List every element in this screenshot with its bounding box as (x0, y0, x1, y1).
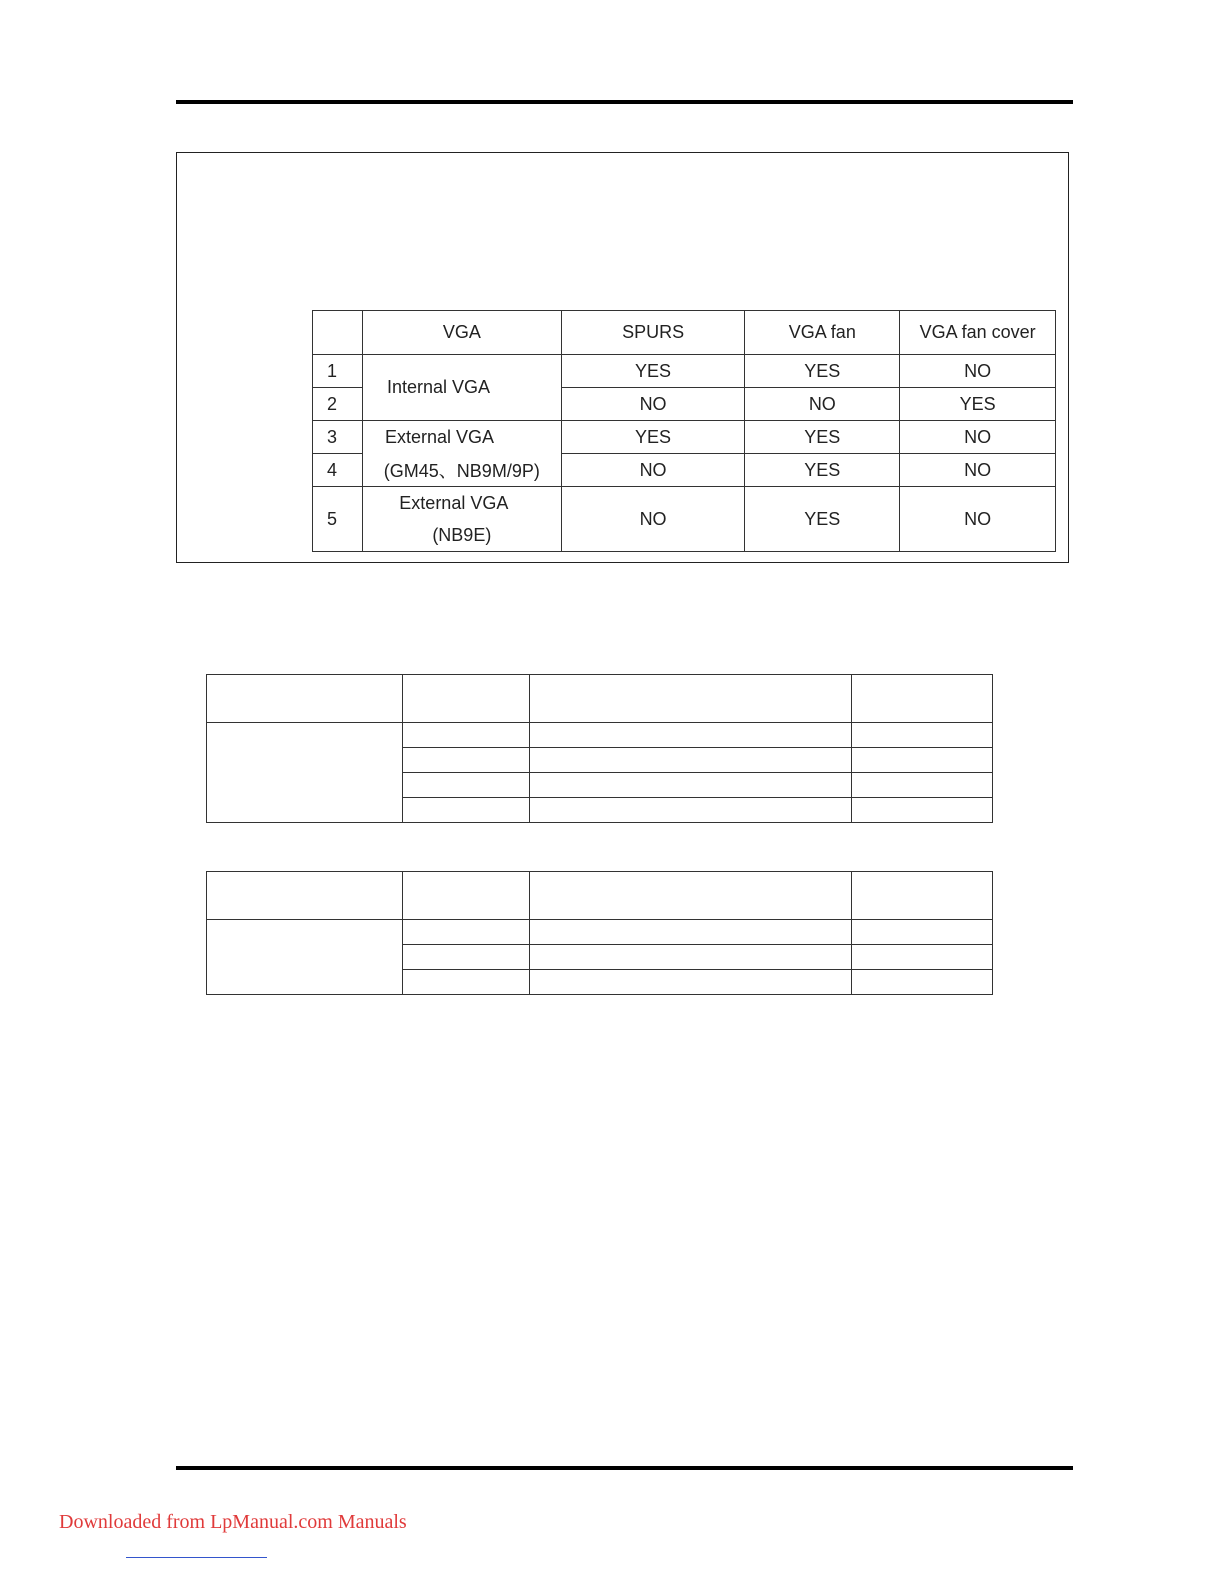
vga-type-line2: (NB9E) (432, 525, 492, 545)
header-cell-vga-fan: VGA fan (745, 311, 900, 355)
header-cell-num (313, 311, 363, 355)
table-header-row (207, 675, 993, 723)
spurs-cell: NO (561, 487, 745, 552)
header-cell-spurs: SPURS (561, 311, 745, 355)
row-number: 5 (313, 487, 363, 552)
table-row (313, 454, 1056, 487)
footer-rule (176, 1466, 1073, 1470)
header-cell-vga-fan-cover: VGA fan cover (900, 311, 1056, 355)
vga-fan-cover-cell: NO (900, 355, 1056, 388)
table-row (207, 920, 993, 945)
vga-fan-cover-cell: NO (900, 454, 1056, 487)
vga-fan-cell: YES (745, 355, 900, 388)
vga-fan-cell: YES (745, 487, 900, 552)
vga-fan-cell: NO (745, 388, 900, 421)
vga-type-cell (362, 487, 561, 552)
table-header-row (313, 311, 1056, 355)
header-rule (176, 100, 1073, 104)
blank-table (206, 871, 993, 995)
vga-type-cell: (GM45、NB9M/9P) (362, 454, 561, 487)
table-row (313, 487, 1056, 552)
row-number: 2 (313, 388, 363, 421)
spurs-cell: YES (561, 355, 745, 388)
link-underline (126, 1557, 267, 1558)
spurs-cell: NO (561, 454, 745, 487)
vga-type-cell: External VGA (362, 421, 561, 454)
vga-fan-cover-cell: YES (900, 388, 1056, 421)
vga-fan-cell: YES (745, 421, 900, 454)
vga-fan-cell: YES (745, 454, 900, 487)
blank-table (206, 674, 993, 823)
spurs-cell: NO (561, 388, 745, 421)
table-header-row (207, 872, 993, 920)
download-source-link[interactable]: Downloaded from LpManual.com Manuals (59, 1511, 407, 1533)
table-row (207, 723, 993, 748)
vga-fan-cover-cell: NO (900, 487, 1056, 552)
vga-type-cell: Internal VGA (362, 355, 561, 421)
table-row (313, 355, 1056, 388)
header-cell-vga: VGA (362, 311, 561, 355)
spurs-cell: YES (561, 421, 745, 454)
vga-fan-cover-cell: NO (900, 421, 1056, 454)
row-number: 4 (313, 454, 363, 487)
table-row (313, 421, 1056, 454)
vga-configuration-table (312, 310, 1056, 552)
row-number: 3 (313, 421, 363, 454)
vga-type-line1: External VGA (399, 493, 509, 513)
row-number: 1 (313, 355, 363, 388)
